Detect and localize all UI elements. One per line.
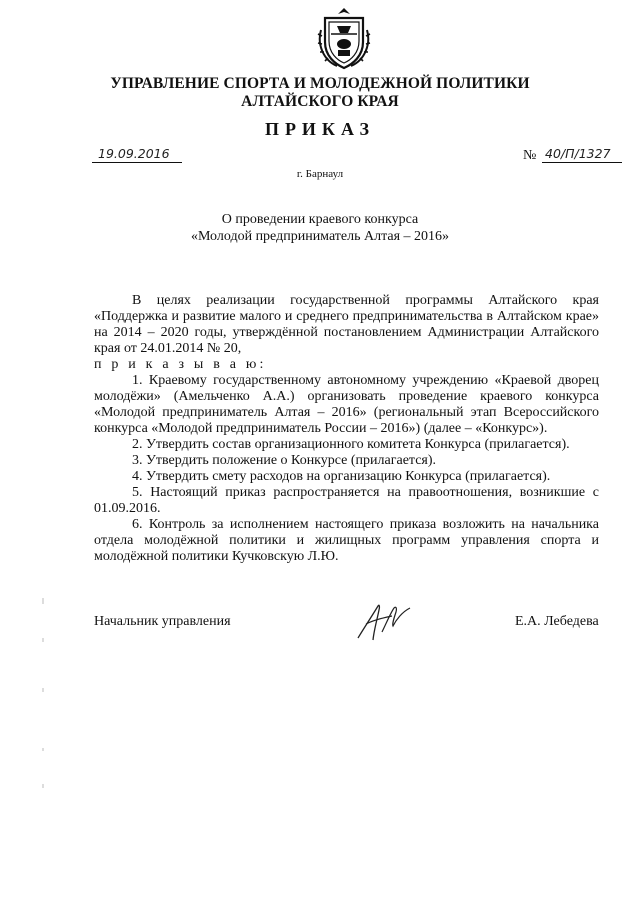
order-item-5: 5. Настоящий приказ распространяется на правоотношения, возникшие с 01.09.2016. (94, 485, 599, 516)
order-item-3: 3. Утвердить положение о Конкурсе (прилагается). (132, 453, 437, 468)
handwritten-signature-icon (352, 598, 416, 644)
order-word: п р и к а з ы в а ю: (94, 357, 267, 372)
document-date: 19.09.2016 (98, 146, 170, 161)
subject-line2: «Молодой предприниматель Алтая – 2016» (190, 229, 450, 244)
order-item-6: 6. Контроль за исполнением настоящего приказа возложить на начальника отдела молодёжной политики и жилищных программ управления спорта и молодёжной политики Кучковскую Л.Ю. (94, 517, 599, 564)
document-type-title: ПРИКАЗ (264, 119, 376, 139)
order-item-1: 1. Краевому государственному автономному учреждению «Краевой дворец молодёжи» (Амельченко А.А.) организовать проведение краевого конкурса «Молодой предприниматель Алтая – 2016» (региональный этап Всероссийского конкурса «Молодой предприниматель России – 2016») (далее – «Конкурс»). (94, 373, 599, 436)
number-prefix: № (523, 148, 537, 163)
subject-line1: О проведении краевого конкурса (221, 212, 419, 227)
order-body (94, 293, 599, 565)
preamble-paragraph: В целях реализации государственной программы Алтайского края «Поддержка и развитие малого и среднего предпринимательства в Алтайском крае» на 2014 – 2020 годы, утверждённой постановлением Администрации Алтайского края от 24.01.2014 № 20, (94, 293, 599, 356)
organization-name-line1: УПРАВЛЕНИЕ СПОРТА И МОЛОДЕЖНОЙ ПОЛИТИКИ (110, 75, 530, 92)
order-item-2: 2. Утвердить состав организационного комитета Конкурса (прилагается). (132, 437, 570, 452)
date-underline (92, 162, 182, 163)
scan-margin-marks (40, 598, 46, 788)
coat-of-arms-icon (317, 6, 371, 70)
order-item-4: 4. Утвердить смету расходов на организацию Конкурса (прилагается). (132, 469, 551, 484)
signer-title: Начальник управления (94, 614, 231, 629)
document-number: 40/П/1327 (545, 146, 611, 161)
signer-name: Е.А. Лебедева (515, 614, 599, 629)
organization-name-line2: АЛТАЙСКОГО КРАЯ (241, 93, 399, 110)
city-label: г. Барнаул (296, 168, 344, 180)
number-underline (542, 162, 622, 163)
